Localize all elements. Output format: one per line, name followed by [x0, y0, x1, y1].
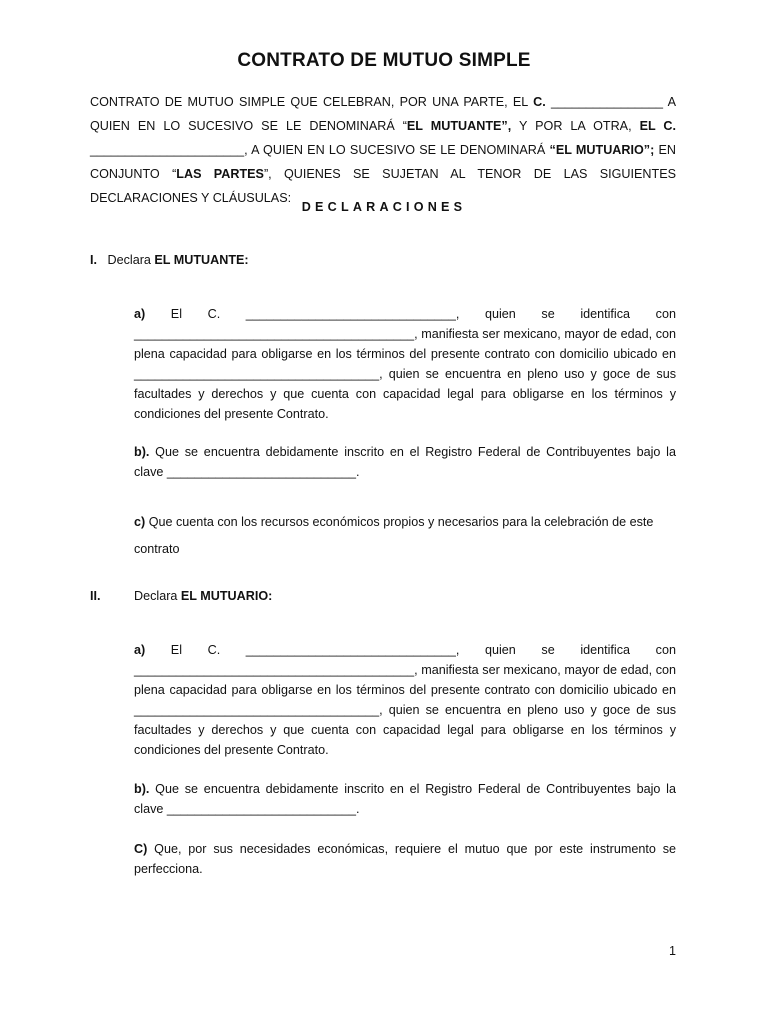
- clause-word: identifica: [580, 307, 631, 321]
- clause-word: quien: [485, 643, 516, 657]
- clause-word: se: [541, 307, 555, 321]
- clause-text: Que se encuentra debidamente inscrito en el Registro Federal de Contribuyentes bajo la clave ___________________________.: [134, 782, 676, 816]
- clause-first-line: [134, 640, 676, 660]
- document-title: CONTRATO DE MUTUO SIMPLE: [237, 50, 531, 71]
- section-label: Declara: [134, 589, 181, 603]
- clause-word: C.: [207, 643, 221, 657]
- clause-text: Que cuenta con los recursos económicos propios y necesarios para la celebración de este: [145, 515, 654, 529]
- intro-bold: C.: [533, 95, 546, 109]
- intro-bold: EL C.: [639, 119, 677, 133]
- clause-word: quien: [485, 307, 516, 321]
- section-label: Declara: [107, 253, 155, 267]
- intro-paragraph: [90, 90, 676, 210]
- intro-text: ”, QUIENES SE SUJETAN AL TENOR DE LAS SIGUIENTES DECLARACIONES Y CLÁUSULAS:: [90, 167, 676, 205]
- clause-text: contrato: [134, 542, 180, 556]
- section-i-clause-b: [134, 442, 676, 482]
- clause-text: ________________________________________, manifiesta ser mexicano, mayor de edad, con plena capacidad para obligarse en los términos del presente contrato con domicilio ubicado en ___________________________________, quien se encuentra en pleno uso y goce de sus facultades y derechos y que cuenta con capacidad legal para obligarse en los términos y condiciones del presente Contrato.: [134, 327, 676, 421]
- clause-word: con: [655, 307, 676, 321]
- section-ii-title: [90, 589, 272, 603]
- clause-text: ________________________________________, manifiesta ser mexicano, mayor de edad, con plena capacidad para obligarse en los términos del presente contrato con domicilio ubicado en ___________________________________, quien se encuentra en pleno uso y goce de sus facultades y derechos y que cuenta con capacidad legal para obligarse en los términos y condiciones del presente Contrato.: [134, 663, 676, 757]
- clause-word: ______________________________,: [245, 643, 460, 657]
- clause-text: Que se encuentra debidamente inscrito en el Registro Federal de Contribuyentes bajo la clave ___________________________.: [134, 445, 676, 479]
- intro-bold: “EL MUTUARIO”;: [549, 143, 655, 157]
- section-i-clause-a: [134, 304, 676, 424]
- clause-first-line: [134, 304, 676, 324]
- intro-bold: EL MUTUANTE”,: [406, 119, 512, 133]
- section-ii-clause-b: [134, 779, 676, 819]
- intro-text: ________________ A QUIEN EN LO SUCESIVO SE LE DENOMINARÁ “: [90, 95, 676, 133]
- clause-word: El: [170, 307, 182, 321]
- clause-word: C.: [207, 307, 221, 321]
- clause-marker: C): [134, 842, 148, 856]
- clause-marker: a): [134, 643, 146, 657]
- section-ii-clause-a: [134, 640, 676, 760]
- clause-word: ______________________________,: [245, 307, 460, 321]
- page-number: 1: [668, 944, 676, 958]
- clause-marker: b).: [134, 782, 150, 796]
- clause-text: Que, por sus necesidades económicas, requiere el mutuo que por este instrumento se perfecciona.: [134, 842, 676, 876]
- intro-text: EN CONJUNTO “: [90, 143, 677, 181]
- clause-marker: c): [134, 515, 146, 529]
- clause-marker: a): [134, 307, 146, 321]
- clause-word: con: [655, 643, 676, 657]
- section-party: EL MUTUARIO:: [180, 589, 273, 603]
- section-party: EL MUTUANTE:: [154, 253, 249, 267]
- clause-word: se: [541, 643, 555, 657]
- section-i-title: [90, 253, 249, 267]
- section-ii-clause-c: [134, 839, 676, 879]
- section-numeral: II.: [90, 589, 101, 603]
- intro-text: Y POR LA OTRA,: [511, 119, 640, 133]
- clause-word: El: [170, 643, 182, 657]
- section-i-clause-c: [134, 509, 676, 563]
- clause-word: identifica: [580, 643, 631, 657]
- section-numeral: I.: [90, 253, 97, 267]
- intro-bold: LAS PARTES: [176, 167, 264, 181]
- intro-text: ______________________, A QUIEN EN LO SUCESIVO SE LE DENOMINARÁ: [90, 143, 550, 157]
- clause-marker: b).: [134, 445, 150, 459]
- declarations-heading: DECLARACIONES: [301, 200, 467, 214]
- intro-text: CONTRATO DE MUTUO SIMPLE QUE CELEBRAN, POR UNA PARTE, EL: [90, 95, 534, 109]
